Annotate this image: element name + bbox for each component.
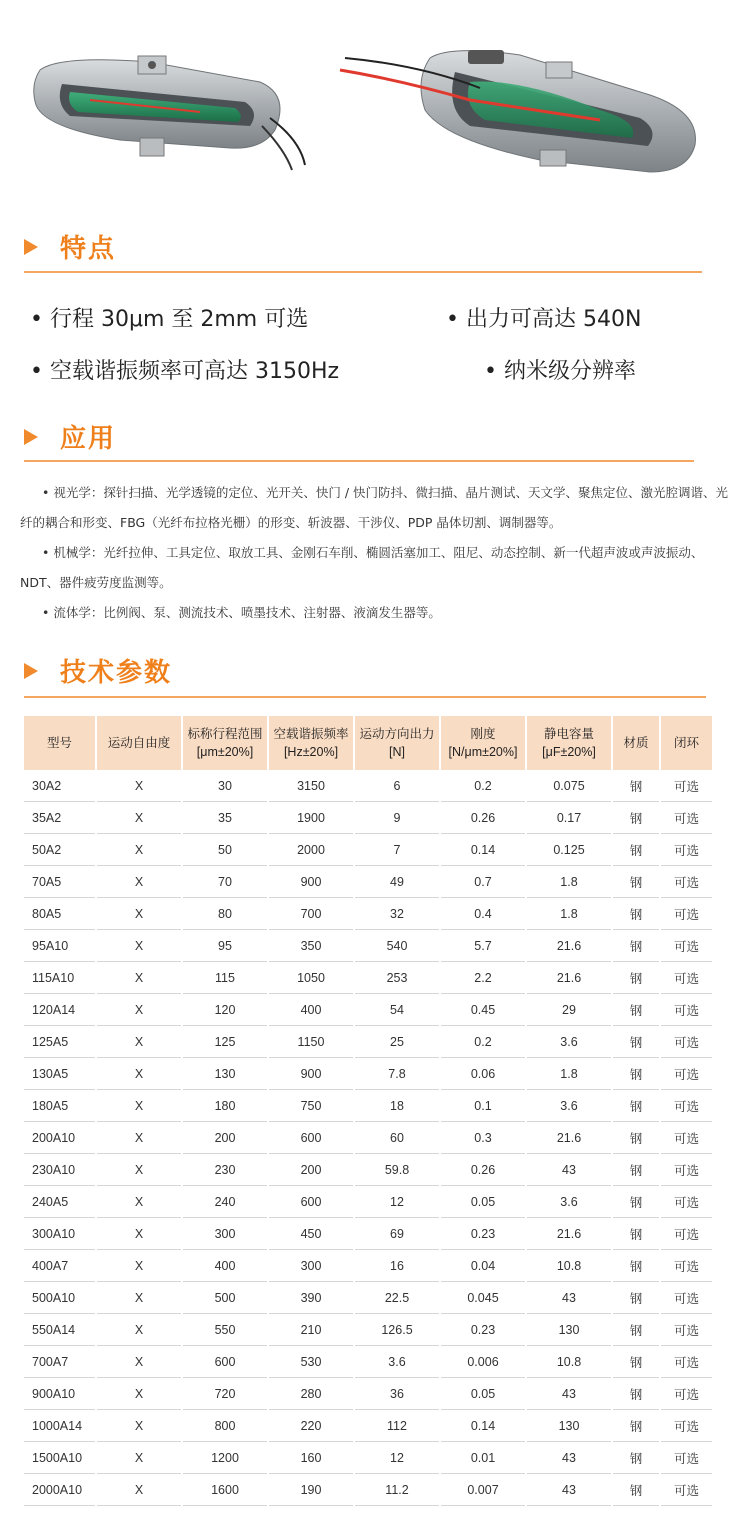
- triangle-bullet-icon: [24, 663, 38, 679]
- cell-force: 69: [354, 1218, 440, 1250]
- cell-stiffness: 0.26: [440, 1154, 526, 1186]
- table-body: [24, 770, 712, 1506]
- cell-stroke: 50: [182, 834, 268, 866]
- cell-model: 95A10: [24, 930, 96, 962]
- cell-frequency: 300: [268, 1250, 354, 1282]
- cell-model: 80A5: [24, 898, 96, 930]
- cell-stroke: 800: [182, 1410, 268, 1442]
- cell-model: 180A5: [24, 1090, 96, 1122]
- cell-stroke: 115: [182, 962, 268, 994]
- table-row: [24, 1154, 712, 1186]
- table-row: [24, 898, 712, 930]
- cell-material: 钢: [612, 1474, 660, 1506]
- cell-dof: X: [96, 1122, 182, 1154]
- spec-table: [24, 716, 712, 1506]
- header-line: 闭环: [673, 736, 699, 750]
- cell-material: 钢: [612, 1282, 660, 1314]
- cell-material: 钢: [612, 1442, 660, 1474]
- header-frequency: [268, 716, 354, 770]
- cell-capacitance: 3.6: [526, 1090, 612, 1122]
- cell-closed-loop: 可选: [660, 930, 712, 962]
- features-title: 特点: [60, 234, 117, 264]
- header-line: [μm±20%]: [196, 745, 254, 759]
- cell-closed-loop: 可选: [660, 1442, 712, 1474]
- cell-closed-loop: 可选: [660, 1346, 712, 1378]
- cell-closed-loop: 可选: [660, 1378, 712, 1410]
- header-line: 运动自由度: [107, 736, 171, 750]
- cell-dof: X: [96, 770, 182, 802]
- table-row: [24, 1314, 712, 1346]
- cell-dof: X: [96, 1026, 182, 1058]
- cell-frequency: 1050: [268, 962, 354, 994]
- cell-force: 7.8: [354, 1058, 440, 1090]
- header-line: [N/μm±20%]: [448, 745, 518, 759]
- cell-force: 32: [354, 898, 440, 930]
- triangle-bullet-icon: [24, 239, 38, 255]
- cell-dof: X: [96, 834, 182, 866]
- cell-material: 钢: [612, 802, 660, 834]
- table-row: [24, 1282, 712, 1314]
- cell-model: 50A2: [24, 834, 96, 866]
- cell-stroke: 1200: [182, 1442, 268, 1474]
- cell-stroke: 180: [182, 1090, 268, 1122]
- applications-title: 应用: [60, 424, 117, 454]
- header-line: 型号: [46, 736, 72, 750]
- cell-closed-loop: 可选: [660, 1250, 712, 1282]
- cell-capacitance: 43: [526, 1378, 612, 1410]
- feature-force: • 出力可高达 540N: [446, 307, 642, 332]
- cell-model: 130A5: [24, 1058, 96, 1090]
- cell-material: 钢: [612, 1090, 660, 1122]
- cell-frequency: 900: [268, 866, 354, 898]
- header-line: 标称行程范围: [187, 727, 263, 741]
- cell-stiffness: 0.4: [440, 898, 526, 930]
- table-row: [24, 1122, 712, 1154]
- cell-dof: X: [96, 1058, 182, 1090]
- cell-closed-loop: 可选: [660, 1282, 712, 1314]
- application-fluidics: • 流体学：比例阀、泵、测流技术、喷墨技术、注射器、液滴发生器等。: [42, 605, 441, 620]
- cell-frequency: 400: [268, 994, 354, 1026]
- cell-frequency: 700: [268, 898, 354, 930]
- cell-frequency: 2000: [268, 834, 354, 866]
- header-line: 静电容量: [543, 727, 594, 741]
- cell-capacitance: 21.6: [526, 1218, 612, 1250]
- cell-stroke: 500: [182, 1282, 268, 1314]
- header-closed-loop: [660, 716, 712, 770]
- header-stiffness: [440, 716, 526, 770]
- cell-capacitance: 1.8: [526, 866, 612, 898]
- cell-material: 钢: [612, 994, 660, 1026]
- cell-material: 钢: [612, 1410, 660, 1442]
- cell-stiffness: 0.05: [440, 1378, 526, 1410]
- cell-frequency: 280: [268, 1378, 354, 1410]
- cell-model: 700A7: [24, 1346, 96, 1378]
- cell-material: 钢: [612, 834, 660, 866]
- actuator-photo-left: [34, 56, 305, 170]
- cell-capacitance: 130: [526, 1410, 612, 1442]
- cell-closed-loop: 可选: [660, 994, 712, 1026]
- cell-stroke: 300: [182, 1218, 268, 1250]
- cell-stroke: 550: [182, 1314, 268, 1346]
- actuator-photo-right: [340, 50, 695, 172]
- cell-stiffness: 0.1: [440, 1090, 526, 1122]
- cell-stroke: 30: [182, 770, 268, 802]
- specs-title: 技术参数: [60, 658, 173, 688]
- table-row: [24, 1090, 712, 1122]
- cell-stroke: 230: [182, 1154, 268, 1186]
- cell-stiffness: 0.45: [440, 994, 526, 1026]
- cell-force: 25: [354, 1026, 440, 1058]
- table-row: [24, 994, 712, 1026]
- cell-dof: X: [96, 930, 182, 962]
- table-header-row: [24, 716, 712, 770]
- table-row: [24, 930, 712, 962]
- cell-stiffness: 0.14: [440, 834, 526, 866]
- cell-frequency: 190: [268, 1474, 354, 1506]
- cell-frequency: 390: [268, 1282, 354, 1314]
- cell-closed-loop: 可选: [660, 1154, 712, 1186]
- cell-model: 240A5: [24, 1186, 96, 1218]
- cell-dof: X: [96, 1250, 182, 1282]
- cell-force: 18: [354, 1090, 440, 1122]
- cell-stroke: 80: [182, 898, 268, 930]
- table-row: [24, 1346, 712, 1378]
- cell-stiffness: 0.23: [440, 1218, 526, 1250]
- cell-stiffness: 0.3: [440, 1122, 526, 1154]
- cell-stroke: 130: [182, 1058, 268, 1090]
- header-line: [N]: [389, 745, 405, 759]
- cell-stiffness: 0.01: [440, 1442, 526, 1474]
- applications-list: [20, 478, 732, 628]
- cell-force: 253: [354, 962, 440, 994]
- cell-material: 钢: [612, 1346, 660, 1378]
- cell-force: 3.6: [354, 1346, 440, 1378]
- header-force: [354, 716, 440, 770]
- cell-force: 6: [354, 770, 440, 802]
- cell-capacitance: 0.125: [526, 834, 612, 866]
- cell-force: 11.2: [354, 1474, 440, 1506]
- cell-frequency: 450: [268, 1218, 354, 1250]
- application-optics: • 视光学：探针扫描、光学透镜的定位、光开关、快门 / 快门防抖、微扫描、晶片测试、天文学、聚焦定位、激光腔调谐、光纤的耦合和形变、FBG（光纤布拉格光栅）的形变、斩波器、干涉仪、PDP 晶体切割、调制器等。: [20, 485, 729, 530]
- features-divider: [24, 271, 702, 273]
- cell-stiffness: 0.2: [440, 770, 526, 802]
- cell-dof: X: [96, 1186, 182, 1218]
- cell-stroke: 70: [182, 866, 268, 898]
- cell-stroke: 720: [182, 1378, 268, 1410]
- cell-force: 9: [354, 802, 440, 834]
- table-row: [24, 1250, 712, 1282]
- cell-stroke: 240: [182, 1186, 268, 1218]
- header-line: 运动方向出力: [359, 727, 435, 741]
- header-stroke: [182, 716, 268, 770]
- cell-stiffness: 0.23: [440, 1314, 526, 1346]
- cell-material: 钢: [612, 1218, 660, 1250]
- cell-stroke: 120: [182, 994, 268, 1026]
- cell-frequency: 210: [268, 1314, 354, 1346]
- cell-stroke: 400: [182, 1250, 268, 1282]
- cell-material: 钢: [612, 1026, 660, 1058]
- cell-closed-loop: 可选: [660, 1090, 712, 1122]
- table-row: [24, 1442, 712, 1474]
- cell-capacitance: 0.17: [526, 802, 612, 834]
- cell-capacitance: 29: [526, 994, 612, 1026]
- cell-model: 1500A10: [24, 1442, 96, 1474]
- cell-stiffness: 0.04: [440, 1250, 526, 1282]
- header-model: [24, 716, 96, 770]
- product-images: [0, 0, 750, 210]
- cell-force: 12: [354, 1186, 440, 1218]
- cell-stiffness: 0.045: [440, 1282, 526, 1314]
- cell-capacitance: 21.6: [526, 962, 612, 994]
- header-dof: [96, 716, 182, 770]
- cell-stroke: 600: [182, 1346, 268, 1378]
- cell-force: 59.8: [354, 1154, 440, 1186]
- header-line: 材质: [623, 736, 649, 750]
- cell-frequency: 600: [268, 1122, 354, 1154]
- cell-dof: X: [96, 1474, 182, 1506]
- cell-model: 500A10: [24, 1282, 96, 1314]
- cell-capacitance: 3.6: [526, 1186, 612, 1218]
- table-row: [24, 1378, 712, 1410]
- cell-material: 钢: [612, 1058, 660, 1090]
- cell-stroke: 125: [182, 1026, 268, 1058]
- cell-dof: X: [96, 1282, 182, 1314]
- cell-model: 115A10: [24, 962, 96, 994]
- applications-heading: [24, 418, 116, 455]
- cell-dof: X: [96, 898, 182, 930]
- cell-material: 钢: [612, 962, 660, 994]
- cell-frequency: 530: [268, 1346, 354, 1378]
- cell-stiffness: 0.26: [440, 802, 526, 834]
- cell-dof: X: [96, 1090, 182, 1122]
- specs-heading: [24, 652, 172, 689]
- cell-model: 900A10: [24, 1378, 96, 1410]
- cell-stiffness: 0.14: [440, 1410, 526, 1442]
- cell-force: 54: [354, 994, 440, 1026]
- cell-model: 125A5: [24, 1026, 96, 1058]
- cell-force: 540: [354, 930, 440, 962]
- cell-closed-loop: 可选: [660, 866, 712, 898]
- cell-model: 120A14: [24, 994, 96, 1026]
- table-row: [24, 1218, 712, 1250]
- cell-capacitance: 10.8: [526, 1346, 612, 1378]
- cell-material: 钢: [612, 770, 660, 802]
- cell-closed-loop: 可选: [660, 770, 712, 802]
- cell-stiffness: 0.006: [440, 1346, 526, 1378]
- table-row: [24, 802, 712, 834]
- cell-closed-loop: 可选: [660, 962, 712, 994]
- header-line: [μF±20%]: [542, 745, 596, 759]
- cell-dof: X: [96, 962, 182, 994]
- cell-model: 1000A14: [24, 1410, 96, 1442]
- cell-material: 钢: [612, 1378, 660, 1410]
- table-row: [24, 834, 712, 866]
- cell-dof: X: [96, 1314, 182, 1346]
- cell-dof: X: [96, 802, 182, 834]
- application-mechanics: • 机械学：光纤拉伸、工具定位、取放工具、金刚石车削、椭圆活塞加工、阻尼、动态控制、新一代超声波或声波振动、NDT、器件疲劳度监测等。: [20, 545, 704, 590]
- cell-capacitance: 1.8: [526, 898, 612, 930]
- cell-capacitance: 43: [526, 1282, 612, 1314]
- cell-dof: X: [96, 866, 182, 898]
- header-capacitance: [526, 716, 612, 770]
- cell-model: 2000A10: [24, 1474, 96, 1506]
- header-line: 空载谐振频率: [273, 727, 349, 741]
- cell-material: 钢: [612, 1154, 660, 1186]
- cell-force: 36: [354, 1378, 440, 1410]
- cell-dof: X: [96, 1346, 182, 1378]
- cell-capacitance: 10.8: [526, 1250, 612, 1282]
- cell-frequency: 160: [268, 1442, 354, 1474]
- header-line: 刚度: [470, 727, 496, 741]
- cell-material: 钢: [612, 866, 660, 898]
- cell-capacitance: 43: [526, 1442, 612, 1474]
- cell-model: 300A10: [24, 1218, 96, 1250]
- cell-frequency: 900: [268, 1058, 354, 1090]
- table-row: [24, 1058, 712, 1090]
- cell-dof: X: [96, 1218, 182, 1250]
- cell-force: 12: [354, 1442, 440, 1474]
- cell-force: 16: [354, 1250, 440, 1282]
- cell-material: 钢: [612, 1122, 660, 1154]
- cell-frequency: 600: [268, 1186, 354, 1218]
- cell-stiffness: 0.06: [440, 1058, 526, 1090]
- header-material: [612, 716, 660, 770]
- cell-closed-loop: 可选: [660, 1218, 712, 1250]
- feature-frequency: • 空载谐振频率可高达 3150Hz: [30, 359, 340, 384]
- cell-capacitance: 1.8: [526, 1058, 612, 1090]
- cell-closed-loop: 可选: [660, 834, 712, 866]
- cell-model: 30A2: [24, 770, 96, 802]
- cell-closed-loop: 可选: [660, 802, 712, 834]
- cell-model: 70A5: [24, 866, 96, 898]
- table-row: [24, 962, 712, 994]
- triangle-bullet-icon: [24, 429, 38, 445]
- header-line: [Hz±20%]: [283, 745, 339, 759]
- cell-frequency: 200: [268, 1154, 354, 1186]
- cell-force: 7: [354, 834, 440, 866]
- specs-divider: [24, 696, 706, 698]
- table-row: [24, 866, 712, 898]
- cell-material: 钢: [612, 898, 660, 930]
- cell-closed-loop: 可选: [660, 1474, 712, 1506]
- cell-frequency: 220: [268, 1410, 354, 1442]
- cell-frequency: 1900: [268, 802, 354, 834]
- cell-force: 22.5: [354, 1282, 440, 1314]
- cell-capacitance: 43: [526, 1474, 612, 1506]
- feature-stroke: • 行程 30μm 至 2mm 可选: [30, 307, 309, 332]
- feature-resolution: • 纳米级分辨率: [484, 359, 636, 384]
- cell-capacitance: 130: [526, 1314, 612, 1346]
- cell-force: 60: [354, 1122, 440, 1154]
- cell-dof: X: [96, 1378, 182, 1410]
- cell-stroke: 200: [182, 1122, 268, 1154]
- table-row: [24, 770, 712, 802]
- cell-model: 550A14: [24, 1314, 96, 1346]
- table-row: [24, 1186, 712, 1218]
- cell-material: 钢: [612, 1314, 660, 1346]
- cell-closed-loop: 可选: [660, 898, 712, 930]
- cell-frequency: 1150: [268, 1026, 354, 1058]
- cell-stiffness: 5.7: [440, 930, 526, 962]
- cell-material: 钢: [612, 930, 660, 962]
- cell-frequency: 750: [268, 1090, 354, 1122]
- cell-stiffness: 2.2: [440, 962, 526, 994]
- table-row: [24, 1026, 712, 1058]
- cell-closed-loop: 可选: [660, 1314, 712, 1346]
- cell-capacitance: 43: [526, 1154, 612, 1186]
- cell-capacitance: 21.6: [526, 1122, 612, 1154]
- cell-closed-loop: 可选: [660, 1122, 712, 1154]
- cell-force: 112: [354, 1410, 440, 1442]
- cell-model: 200A10: [24, 1122, 96, 1154]
- features-heading: [24, 228, 116, 265]
- cell-capacitance: 0.075: [526, 770, 612, 802]
- cell-model: 230A10: [24, 1154, 96, 1186]
- cell-capacitance: 21.6: [526, 930, 612, 962]
- table-row: [24, 1410, 712, 1442]
- cell-dof: X: [96, 1154, 182, 1186]
- cell-closed-loop: 可选: [660, 1186, 712, 1218]
- cell-stiffness: 0.7: [440, 866, 526, 898]
- cell-stiffness: 0.2: [440, 1026, 526, 1058]
- cell-stiffness: 0.05: [440, 1186, 526, 1218]
- cell-capacitance: 3.6: [526, 1026, 612, 1058]
- cell-closed-loop: 可选: [660, 1026, 712, 1058]
- cell-stroke: 95: [182, 930, 268, 962]
- cell-dof: X: [96, 1410, 182, 1442]
- cell-material: 钢: [612, 1186, 660, 1218]
- cell-frequency: 3150: [268, 770, 354, 802]
- cell-closed-loop: 可选: [660, 1410, 712, 1442]
- cell-force: 49: [354, 866, 440, 898]
- cell-dof: X: [96, 1442, 182, 1474]
- cell-model: 400A7: [24, 1250, 96, 1282]
- cell-stroke: 1600: [182, 1474, 268, 1506]
- cell-model: 35A2: [24, 802, 96, 834]
- cell-dof: X: [96, 994, 182, 1026]
- cell-frequency: 350: [268, 930, 354, 962]
- cell-material: 钢: [612, 1250, 660, 1282]
- cell-stiffness: 0.007: [440, 1474, 526, 1506]
- cell-closed-loop: 可选: [660, 1058, 712, 1090]
- cell-stroke: 35: [182, 802, 268, 834]
- table-row: [24, 1474, 712, 1506]
- applications-divider: [24, 460, 694, 462]
- cell-force: 126.5: [354, 1314, 440, 1346]
